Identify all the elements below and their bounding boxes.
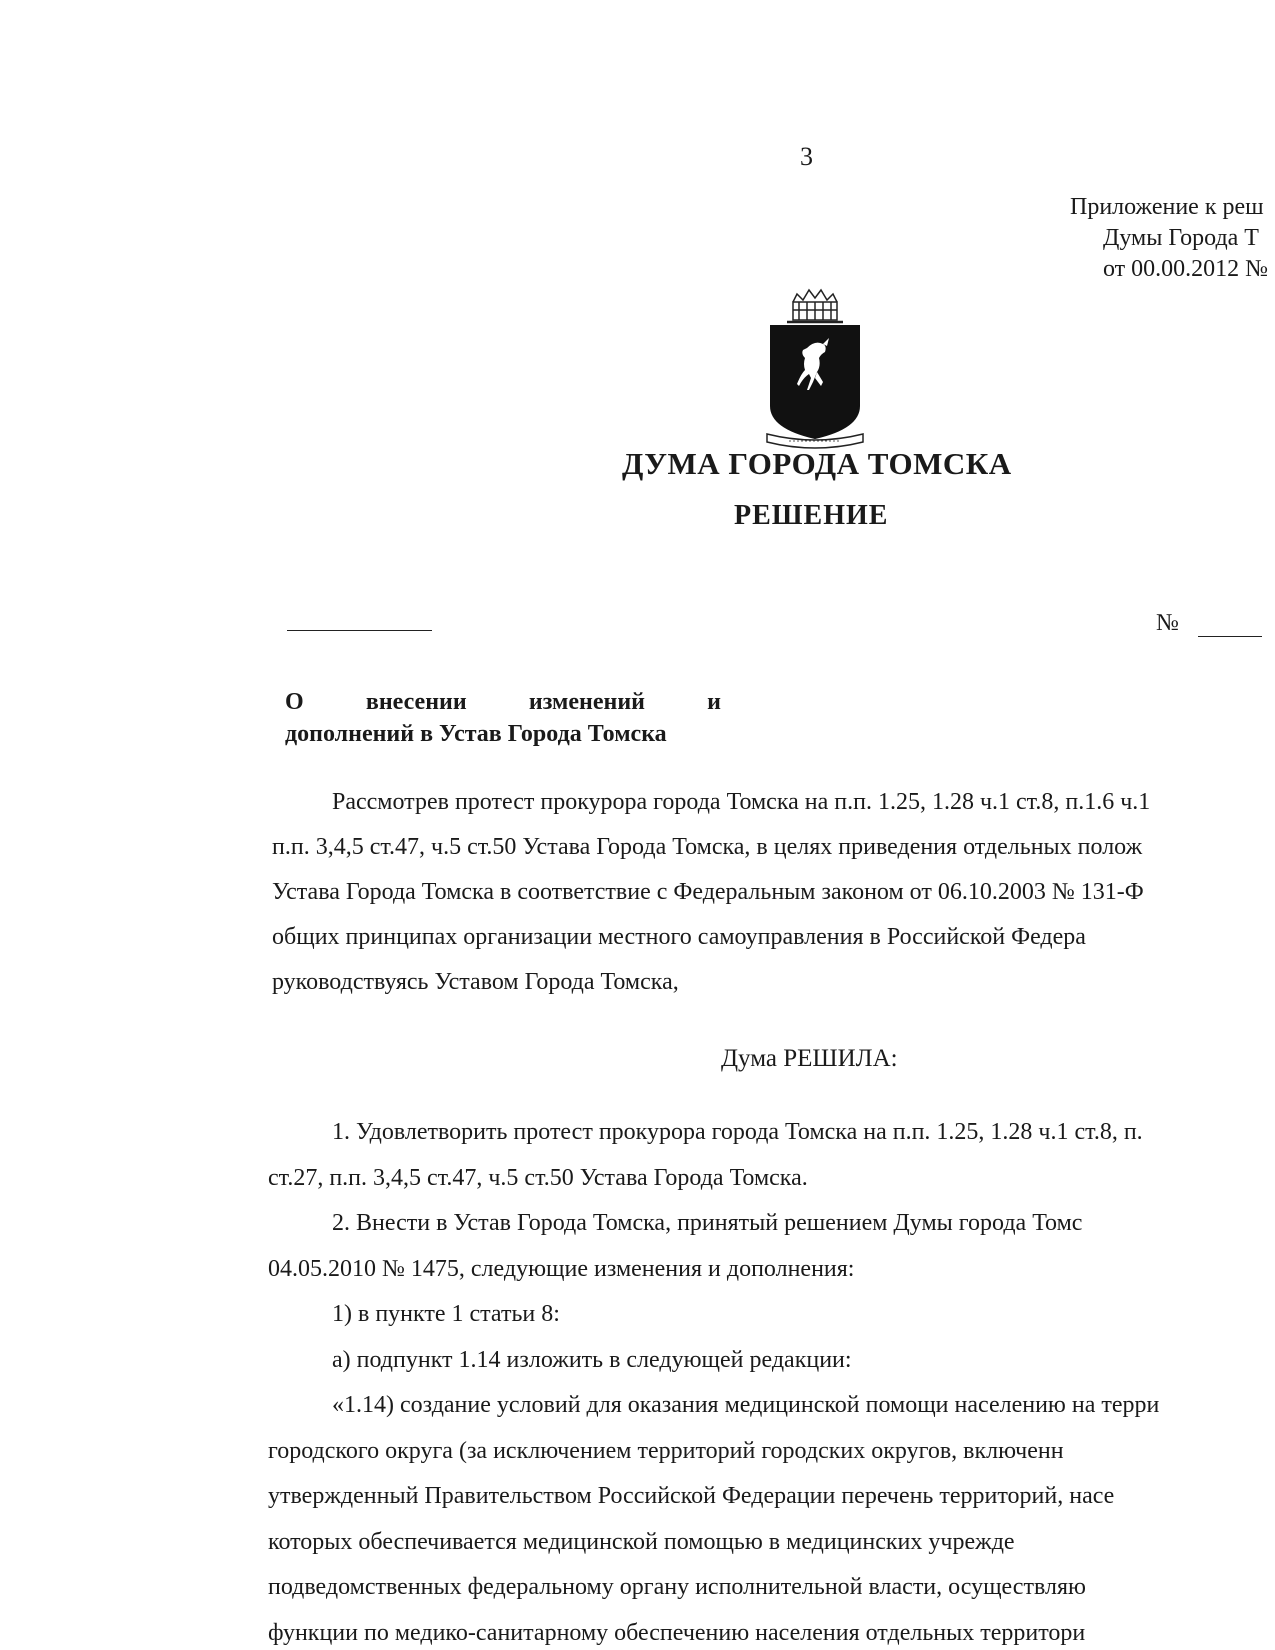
decision-items <box>268 1110 1160 1650</box>
appendix-note <box>1070 192 1268 285</box>
document-type-title: РЕШЕНИЕ <box>734 500 889 531</box>
item-line: 1. Удовлетворить протест прокурора города Томска на п.п. 1.25, 1.28 ч.1 ст.8, п. <box>332 1119 1143 1145</box>
item-line: 04.05.2010 № 1475, следующие изменения и дополнения: <box>268 1255 855 1282</box>
preamble-line: п.п. 3,4,5 ст.47, ч.5 ст.50 Устава Города Томска, в целях приведения отдельных полож <box>272 834 1143 860</box>
appendix-line-2: Думы Города Т <box>1103 225 1259 251</box>
item-line: «1.14) создание условий для оказания медицинской помощи населению на терри <box>332 1392 1160 1418</box>
date-blank-line <box>287 630 432 631</box>
subject-line-1 <box>285 686 721 718</box>
page-number: 3 <box>800 142 813 171</box>
number-blank-line <box>1198 636 1262 637</box>
subject-word: О <box>285 689 304 715</box>
preamble-line: общих принципах организации местного самоуправления в Российской Федера <box>272 924 1086 950</box>
subject-line-2: дополнений в Устав Города Томска <box>285 721 667 747</box>
preamble-line: руководствуясь Уставом Города Томска, <box>272 969 679 995</box>
appendix-line-1: Приложение к реш <box>1070 194 1264 220</box>
item-line: которых обеспечивается медицинской помощью в медицинских учрежде <box>268 1528 1015 1555</box>
item-line: городского округа (за исключением территорий городских округов, включенн <box>268 1437 1064 1464</box>
preamble <box>272 780 1150 1005</box>
item-line: 1) в пункте 1 статьи 8: <box>332 1301 560 1327</box>
item-line: ст.27, п.п. 3,4,5 ст.47, ч.5 ст.50 Устава Города Томска. <box>268 1164 808 1191</box>
subject-word: изменений <box>528 689 645 715</box>
organization-title: ДУМА ГОРОДА ТОМСКА <box>622 446 1012 481</box>
decision-subject <box>285 686 721 750</box>
number-label: № <box>1156 610 1179 636</box>
subject-word: и <box>707 689 721 715</box>
appendix-line-3: от 00.00.2012 № <box>1103 256 1269 282</box>
item-line: функции по медико-санитарному обеспечению населения отдельных территори <box>268 1619 1086 1646</box>
preamble-line: Рассмотрев протест прокурора города Томска на п.п. 1.25, 1.28 ч.1 ст.8, п.1.6 ч.1 <box>332 789 1151 815</box>
crown-icon <box>787 290 843 322</box>
item-line: 2. Внести в Устав Города Томска, принятый решением Думы города Томс <box>332 1210 1083 1236</box>
coat-of-arms-emblem <box>763 278 867 450</box>
decision-heading: Дума РЕШИЛА: <box>721 1045 898 1072</box>
item-line: утвержденный Правительством Российской Федерации перечень территорий, насе <box>268 1483 1115 1509</box>
preamble-line: Устава Города Томска в соответствие с Федеральным законом от 06.10.2003 № 131-Ф <box>272 879 1144 905</box>
item-line: подведомственных федеральному органу исполнительной власти, осуществляю <box>268 1574 1086 1600</box>
shield-icon <box>771 326 859 438</box>
subject-word: внесении <box>365 689 467 715</box>
item-line: а) подпункт 1.14 изложить в следующей редакции: <box>332 1346 852 1373</box>
